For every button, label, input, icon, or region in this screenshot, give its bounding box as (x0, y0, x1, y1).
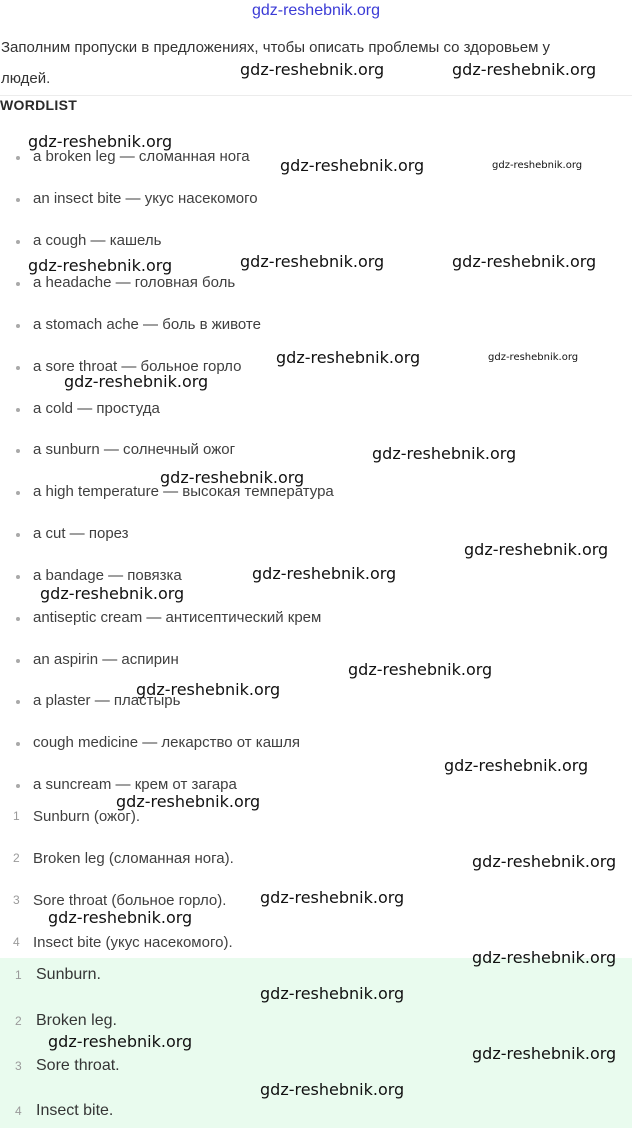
list-item-text: a high temperature — высокая температура (33, 483, 334, 500)
watermark: gdz-reshebnik.org (28, 256, 173, 275)
list-item-text: cough medicine — лекарство от кашля (33, 734, 300, 751)
item-number: 1 (13, 809, 20, 823)
list-item-text: an insect bite — укус насекомого (33, 190, 258, 207)
item-number: 3 (15, 1059, 22, 1073)
watermark: gdz-reshebnik.org (464, 540, 609, 559)
list-item-text: a headache — головная боль (33, 274, 236, 291)
watermark: gdz-reshebnik.org (160, 468, 305, 487)
watermark: gdz-reshebnik.org (472, 1044, 617, 1063)
bullet-icon (16, 659, 20, 663)
intro-line-2: людей. (1, 70, 51, 87)
watermark: gdz-reshebnik.org (48, 1032, 193, 1051)
watermark: gdz-reshebnik.org (260, 888, 405, 907)
list-item-text: a bandage — повязка (33, 567, 182, 584)
list-item-text: a suncream — крем от загара (33, 776, 237, 793)
wordlist-title: WORDLIST (0, 97, 78, 113)
item-number: 4 (15, 1104, 22, 1118)
watermark: gdz-reshebnik.org (40, 584, 185, 603)
numbered-item-text: Sore throat (больное горло). (33, 892, 227, 909)
watermark: gdz-reshebnik.org (260, 984, 405, 1003)
list-item-text: a stomach ache — боль в животе (33, 316, 261, 333)
answer-text: Insect bite. (36, 1102, 114, 1119)
watermark: gdz-reshebnik.org (28, 132, 173, 151)
watermark: gdz-reshebnik.org (260, 1080, 405, 1099)
list-item-text: an aspirin — аспирин (33, 651, 179, 668)
watermark: gdz-reshebnik.org (372, 444, 517, 463)
watermark: gdz-reshebnik.org (136, 680, 281, 699)
watermark: gdz-reshebnik.org (452, 60, 597, 79)
item-number: 4 (13, 935, 20, 949)
bullet-icon (16, 700, 20, 704)
numbered-item-text: Insect bite (укус насекомого). (33, 934, 233, 951)
item-number: 2 (13, 851, 20, 865)
watermark: gdz-reshebnik.org (444, 756, 589, 775)
divider (0, 95, 632, 96)
bullet-icon (16, 784, 20, 788)
list-item-text: a sore throat — больное горло (33, 358, 242, 375)
watermark: gdz-reshebnik.org (252, 564, 397, 583)
list-item-text: a broken leg — сломанная нога (33, 148, 250, 165)
item-number: 2 (15, 1014, 22, 1028)
list-item-text: a cut — порез (33, 525, 129, 542)
bullet-icon (16, 491, 20, 495)
bullet-icon (16, 449, 20, 453)
watermark: gdz-reshebnik.org (280, 156, 425, 175)
numbered-item-text: Broken leg (сломанная нога). (33, 850, 234, 867)
bullet-icon (16, 282, 20, 286)
watermark: gdz-reshebnik.org (472, 852, 617, 871)
bullet-icon (16, 617, 20, 621)
item-number: 1 (15, 968, 22, 982)
numbered-item-text: Sunburn (ожог). (33, 808, 141, 825)
bullet-icon (16, 408, 20, 412)
item-number: 3 (13, 893, 20, 907)
list-item-text: a cold — простуда (33, 400, 160, 417)
list-item-text: a sunburn — солнечный ожог (33, 441, 236, 458)
watermark: gdz-reshebnik.org (240, 252, 385, 271)
bullet-icon (16, 742, 20, 746)
watermark: gdz-reshebnik.org (116, 792, 261, 811)
bullet-icon (16, 324, 20, 328)
watermark: gdz-reshebnik.org (64, 372, 209, 391)
list-item-text: a cough — кашель (33, 232, 162, 249)
watermark: gdz-reshebnik.org (452, 252, 597, 271)
answer-text: Sore throat. (36, 1057, 120, 1074)
watermark: gdz-reshebnik.org (276, 348, 421, 367)
list-item-text: antiseptic cream — антисептический крем (33, 609, 322, 626)
answer-text: Sunburn. (36, 966, 101, 983)
site-header-link[interactable]: gdz-reshebnik.org (251, 2, 381, 19)
list-item-text: a plaster — пластырь (33, 692, 181, 709)
bullet-icon (16, 240, 20, 244)
watermark: gdz-reshebnik.org (492, 160, 583, 171)
bullet-icon (16, 366, 20, 370)
watermark: gdz-reshebnik.org (472, 948, 617, 967)
bullet-icon (16, 198, 20, 202)
watermark: gdz-reshebnik.org (48, 908, 193, 927)
bullet-icon (16, 533, 20, 537)
watermark: gdz-reshebnik.org (348, 660, 493, 679)
watermark: gdz-reshebnik.org (240, 60, 385, 79)
bullet-icon (16, 156, 20, 160)
watermark: gdz-reshebnik.org (488, 352, 579, 363)
bullet-icon (16, 575, 20, 579)
intro-line-1: Заполним пропуски в предложениях, чтобы описать проблемы со здоровьем у (1, 39, 551, 56)
answer-text: Broken leg. (36, 1012, 117, 1029)
